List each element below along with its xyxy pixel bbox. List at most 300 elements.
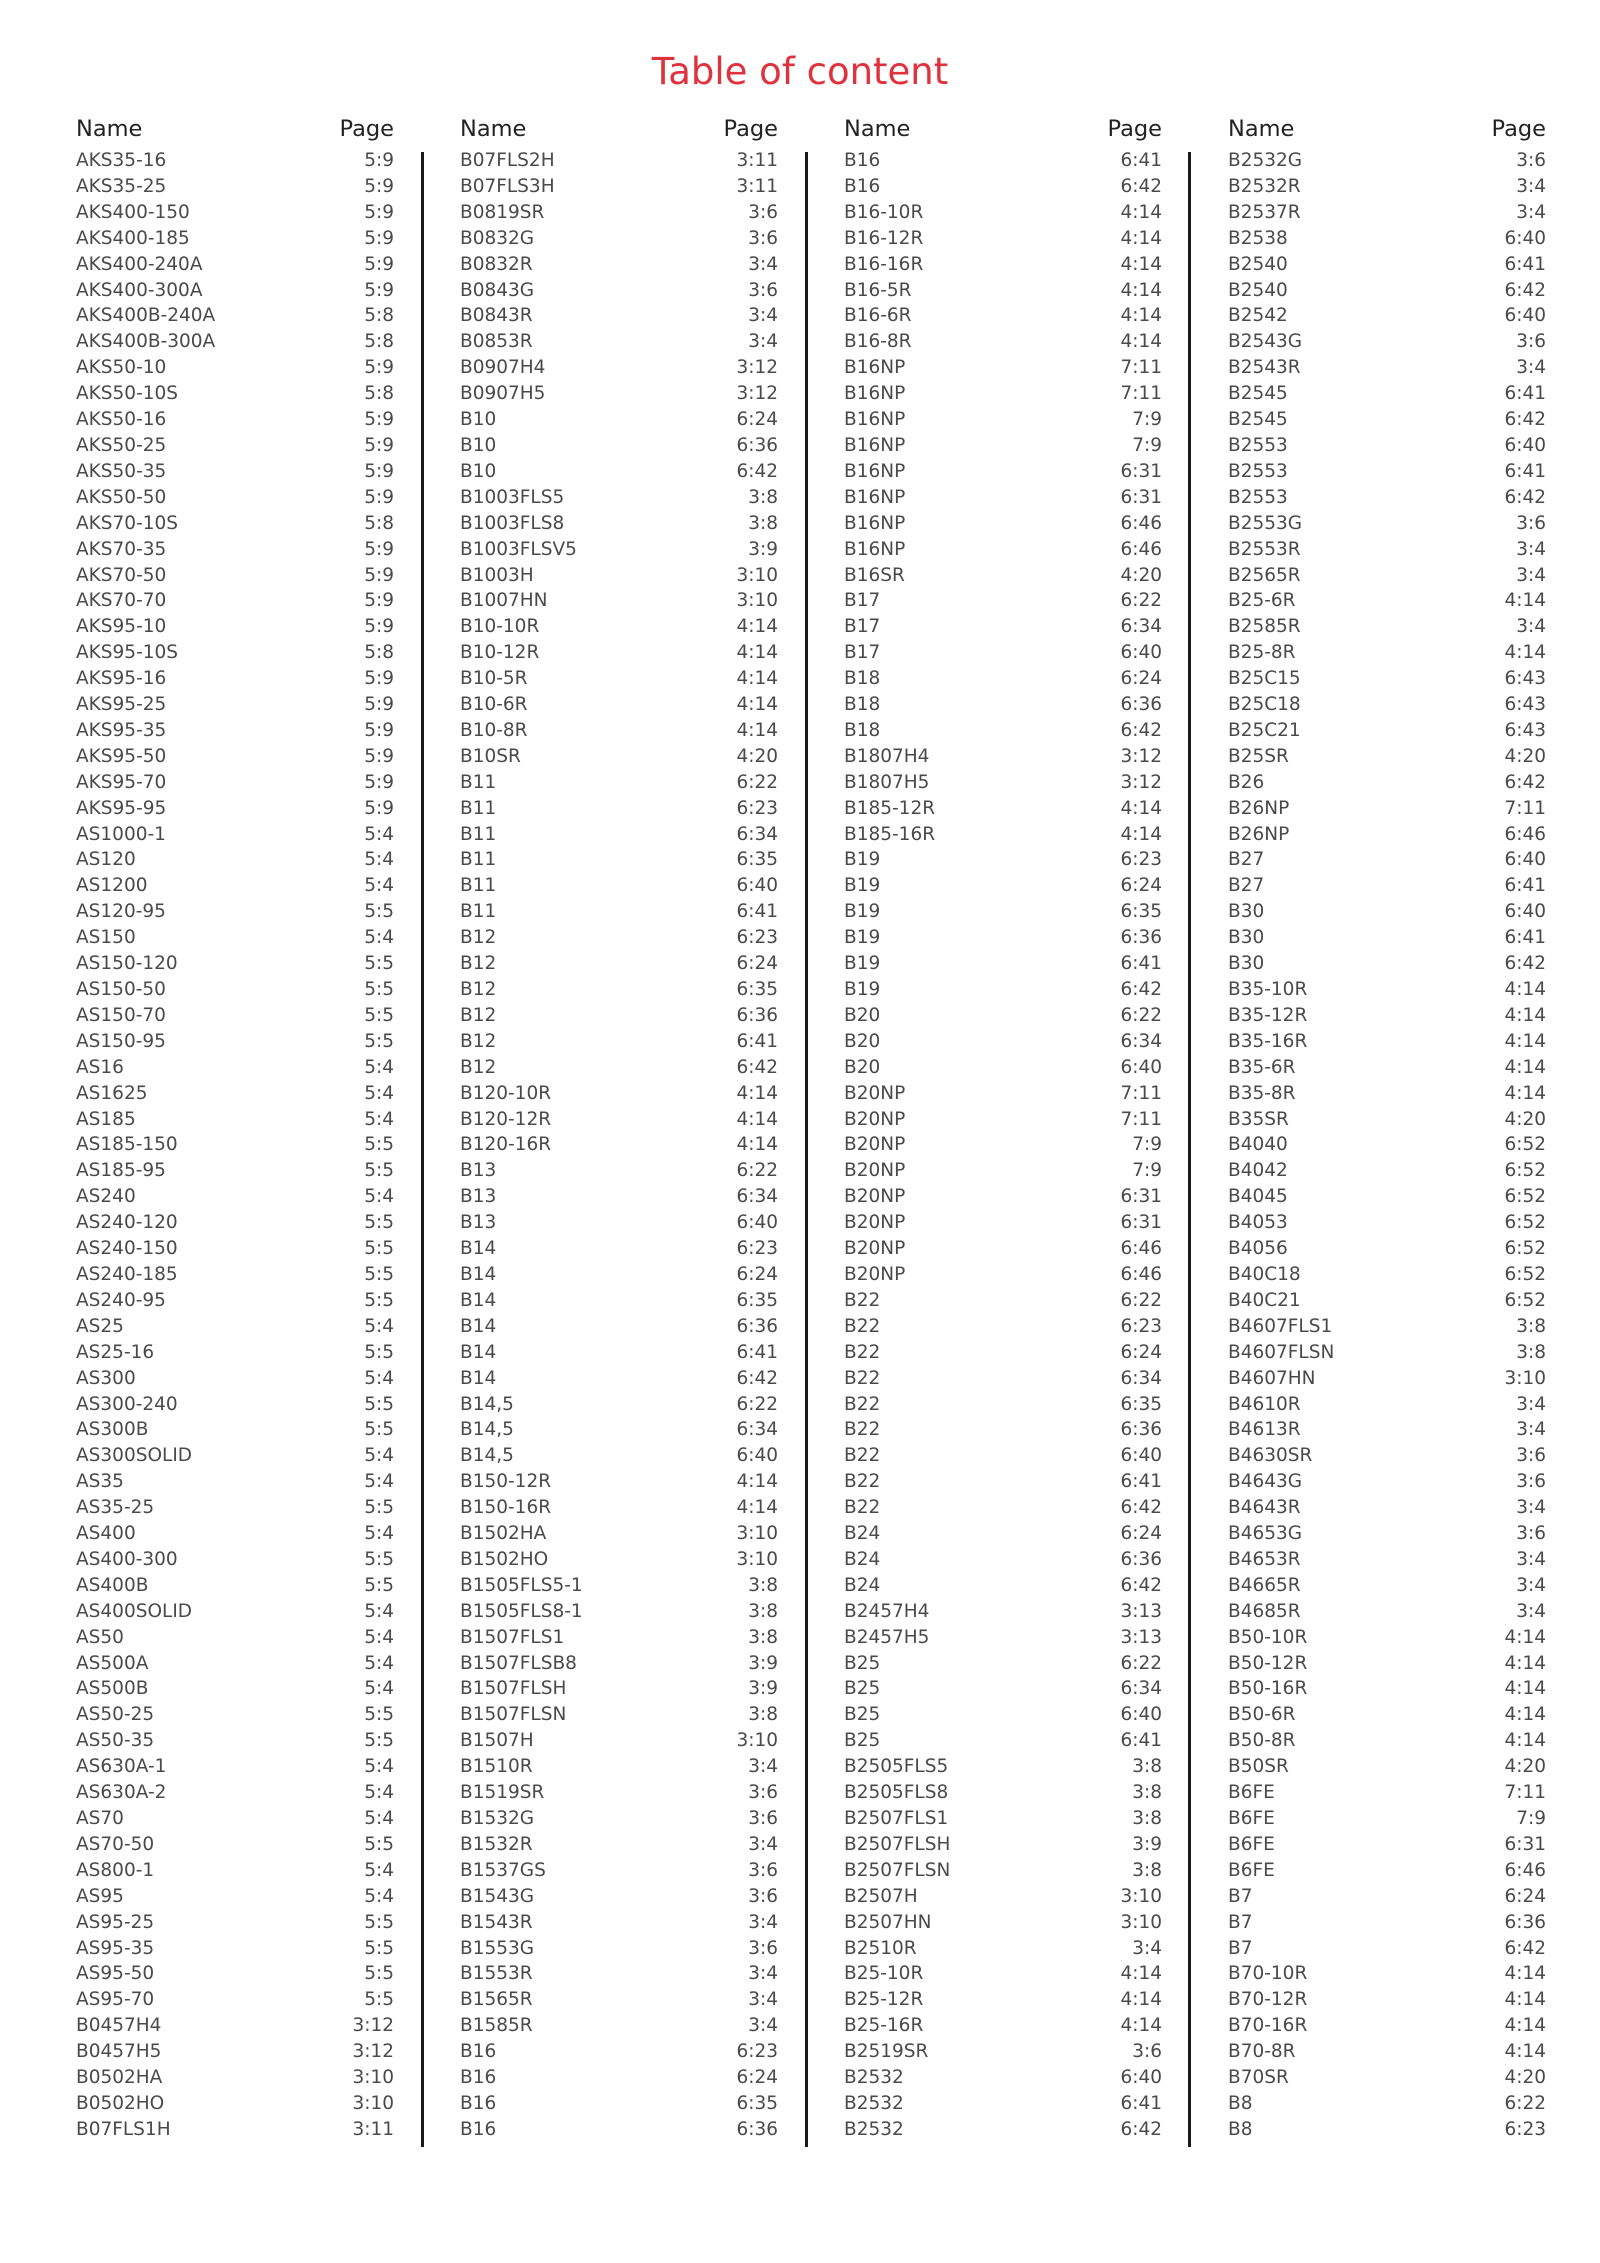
index-entry [844, 303, 1162, 329]
entry-name: B2457H4 [844, 1600, 930, 1622]
index-entry [844, 355, 1162, 381]
index-entry [844, 1366, 1162, 1392]
entry-page: 5:5 [364, 1574, 394, 1596]
index-entry [844, 2117, 1162, 2143]
index-entry [76, 1158, 394, 1184]
entry-page: 3:6 [1516, 512, 1546, 534]
index-entry [844, 1651, 1162, 1677]
index-entry [1228, 1184, 1546, 1210]
index-entry [460, 459, 778, 485]
entry-name: B4056 [1228, 1238, 1288, 1260]
entry-name: B2543G [1228, 331, 1303, 353]
entry-page: 7:9 [1132, 1134, 1162, 1156]
index-entry [76, 847, 394, 873]
index-entry [460, 1936, 778, 1962]
index-entry [844, 1599, 1162, 1625]
entry-page: 3:4 [1516, 564, 1546, 586]
index-entry [76, 925, 394, 951]
entry-name: B50-8R [1228, 1730, 1296, 1752]
column-header [76, 114, 394, 144]
entry-page: 5:4 [364, 1523, 394, 1545]
entry-page: 3:6 [748, 1937, 778, 1959]
entry-name: AS630A-1 [76, 1756, 167, 1778]
entry-name: B2505FLS8 [844, 1782, 949, 1804]
entry-page: 3:12 [1120, 745, 1162, 767]
entry-page: 4:14 [1120, 797, 1162, 819]
index-entry [844, 847, 1162, 873]
entry-page: 4:14 [736, 616, 778, 638]
entry-name: B22 [844, 1315, 881, 1337]
entry-page: 5:8 [364, 512, 394, 534]
index-entry [460, 1858, 778, 1884]
index-entry [76, 1961, 394, 1987]
index-entry [1228, 1858, 1546, 1884]
entry-name: B19 [844, 979, 881, 1000]
entry-page: 7:11 [1120, 1108, 1162, 1130]
entry-page: 3:4 [1516, 1497, 1546, 1519]
entry-name: B50-16R [1228, 1678, 1308, 1700]
entry-name: B16 [460, 2118, 497, 2140]
index-entry [460, 1184, 778, 1210]
index-entry [460, 1495, 778, 1521]
entry-name: B1543R [460, 1911, 533, 1933]
entry-name: B2532 [844, 2092, 904, 2114]
entry-page: 5:9 [364, 538, 394, 560]
entry-name: B0457H4 [76, 2015, 162, 2037]
entry-page: 6:34 [1120, 1030, 1162, 1052]
entry-name: AKS95-10 [76, 616, 167, 638]
entry-name: AS500B [76, 1678, 149, 1700]
index-entry [844, 614, 1162, 640]
index-entry [844, 1340, 1162, 1366]
index-entry [76, 2039, 394, 2065]
entry-name: AKS70-10S [76, 512, 179, 534]
entry-name: B24 [844, 1574, 881, 1596]
index-entry [1228, 1651, 1546, 1677]
index-entry [460, 1469, 778, 1495]
index-entry [460, 1573, 778, 1599]
entry-page: 3:8 [748, 1600, 778, 1622]
entry-name: B14 [460, 1367, 497, 1389]
entry-name: B20NP [844, 1082, 906, 1104]
entry-page: 7:11 [1120, 357, 1162, 379]
index-entry [1228, 200, 1546, 226]
entry-name: B10-12R [460, 642, 540, 664]
entry-name: B35-8R [1228, 1082, 1296, 1104]
entry-page: 7:9 [1132, 434, 1162, 456]
entry-name: AS240-150 [76, 1238, 178, 1260]
entry-name: AKS400B-300A [76, 331, 216, 353]
entry-name: AS95 [76, 1885, 124, 1907]
entry-page: 5:4 [364, 1082, 394, 1104]
index-entry [844, 200, 1162, 226]
index-entry [1228, 1573, 1546, 1599]
entry-name: B10 [460, 409, 497, 431]
entry-name: B17 [844, 616, 881, 638]
entry-name: AS240-95 [76, 1289, 166, 1311]
index-entry [844, 977, 1162, 1003]
entry-name: B6FE [1228, 1808, 1275, 1829]
entry-name: AS150-95 [76, 1030, 166, 1052]
entry-page: 4:14 [1504, 979, 1546, 1000]
entry-page: 5:9 [364, 279, 394, 301]
entry-name: B20NP [844, 1263, 906, 1285]
entry-page: 3:4 [748, 253, 778, 275]
entry-name: B40C21 [1228, 1289, 1301, 1311]
index-entry [460, 485, 778, 511]
index-entry [460, 614, 778, 640]
index-entry [1228, 1521, 1546, 1547]
entry-page: 4:20 [1504, 1756, 1546, 1778]
entry-name: B16 [844, 175, 881, 197]
entry-page: 5:4 [364, 1626, 394, 1648]
entry-name: AKS50-16 [76, 409, 167, 431]
index-entry [460, 1236, 778, 1262]
index-entry [460, 1132, 778, 1158]
entry-page: 3:11 [736, 150, 778, 171]
index-entry [1228, 511, 1546, 537]
index-entry [844, 2013, 1162, 2039]
entry-name: B22 [844, 1419, 881, 1441]
entry-page: 6:35 [736, 2092, 778, 2114]
entry-page: 6:42 [1120, 2118, 1162, 2140]
entry-name: B1510R [460, 1756, 533, 1778]
index-entry [76, 329, 394, 355]
entry-name: B22 [844, 1445, 881, 1467]
entry-page: 3:12 [352, 2015, 394, 2037]
entry-name: B50-6R [1228, 1704, 1296, 1726]
entry-name: B120-10R [460, 1082, 552, 1104]
index-entry [76, 200, 394, 226]
entry-page: 3:12 [736, 383, 778, 405]
entry-name: B185-16R [844, 823, 936, 845]
index-entry [1228, 1132, 1546, 1158]
entry-name: AKS50-50 [76, 486, 167, 508]
index-entry [844, 1987, 1162, 2013]
index-entry [844, 873, 1162, 899]
entry-page: 3:9 [1132, 1833, 1162, 1855]
entry-page: 6:24 [736, 1263, 778, 1285]
entry-name: AS630A-2 [76, 1782, 167, 1804]
entry-name: AS120 [76, 849, 136, 871]
entry-page: 6:23 [736, 2041, 778, 2063]
entry-name: B10-5R [460, 668, 528, 690]
entry-page: 3:6 [748, 279, 778, 301]
entry-name: B26 [1228, 771, 1265, 793]
entry-name: B22 [844, 1341, 881, 1363]
entry-name: B07FLS3H [460, 175, 555, 197]
entry-page: 4:20 [1120, 564, 1162, 586]
entry-page: 3:8 [1132, 1808, 1162, 1829]
entry-page: 5:9 [364, 409, 394, 431]
entry-name: B1502HO [460, 1548, 549, 1570]
index-entry [1228, 744, 1546, 770]
entry-name: B25 [844, 1704, 881, 1726]
index-entry [460, 1832, 778, 1858]
index-entry [844, 2065, 1162, 2091]
entry-page: 3:8 [1516, 1315, 1546, 1337]
index-entry [76, 1910, 394, 1936]
entry-name: AS95-35 [76, 1937, 155, 1959]
entry-name: AKS95-16 [76, 668, 167, 690]
entry-name: B2507FLSH [844, 1833, 951, 1855]
index-entry [844, 485, 1162, 511]
index-entry [1228, 822, 1546, 848]
index-entry [1228, 226, 1546, 252]
entry-name: B10-10R [460, 616, 540, 638]
index-entry [76, 1547, 394, 1573]
index-entry [460, 1210, 778, 1236]
index-column-4 [1228, 114, 1546, 2143]
entry-page: 4:14 [1120, 305, 1162, 327]
index-entry [76, 1236, 394, 1262]
entry-page: 6:23 [1120, 1315, 1162, 1337]
entry-page: 5:9 [364, 175, 394, 197]
entry-page: 7:11 [1504, 1782, 1546, 1804]
entry-name: B2553G [1228, 512, 1303, 534]
index-entry [460, 1987, 778, 2013]
entry-name: B1507FLSB8 [460, 1652, 577, 1674]
entry-name: B7 [1228, 1911, 1253, 1933]
index-entry [844, 796, 1162, 822]
entry-page: 3:6 [748, 1885, 778, 1907]
entry-page: 6:35 [736, 979, 778, 1000]
entry-page: 5:5 [364, 1212, 394, 1234]
index-entry [76, 744, 394, 770]
entry-name: AS35-25 [76, 1497, 155, 1519]
entry-name: B4685R [1228, 1600, 1301, 1622]
entry-page: 6:42 [736, 1367, 778, 1389]
entry-page: 4:14 [1504, 2041, 1546, 2063]
entry-name: B1532G [460, 1808, 535, 1829]
index-entry [460, 278, 778, 304]
entry-name: B24 [844, 1548, 881, 1570]
index-entry [76, 1625, 394, 1651]
entry-page: 4:20 [1504, 745, 1546, 767]
entry-name: B7 [1228, 1885, 1253, 1907]
entry-name: B4630SR [1228, 1445, 1313, 1467]
page-header: Page [339, 116, 394, 142]
entry-name: B14,5 [460, 1445, 514, 1467]
entry-name: AKS95-25 [76, 694, 167, 716]
index-entry [1228, 1314, 1546, 1340]
entry-name: B2532 [844, 2067, 904, 2089]
entry-name: AKS50-10 [76, 357, 167, 379]
entry-name: AS185-150 [76, 1134, 178, 1156]
entry-name: AS70-50 [76, 1833, 155, 1855]
entry-list [844, 148, 1162, 2143]
index-entry [844, 1029, 1162, 1055]
index-entry [844, 640, 1162, 666]
index-entry [844, 1469, 1162, 1495]
entry-page: 6:42 [1504, 1937, 1546, 1959]
entry-page: 7:11 [1120, 1082, 1162, 1104]
entry-name: B25-10R [844, 1963, 924, 1985]
index-entry [460, 1262, 778, 1288]
entry-name: AKS70-35 [76, 538, 167, 560]
entry-page: 3:6 [748, 1782, 778, 1804]
index-entry [76, 1599, 394, 1625]
index-entry [460, 873, 778, 899]
index-entry [1228, 1262, 1546, 1288]
entry-page: 3:13 [1120, 1626, 1162, 1648]
index-entry [1228, 563, 1546, 589]
entry-name: B16NP [844, 512, 906, 534]
entry-page: 4:14 [1120, 823, 1162, 845]
index-entry [844, 744, 1162, 770]
entry-page: 6:36 [1120, 694, 1162, 716]
index-entry [76, 1029, 394, 1055]
index-entry [844, 1443, 1162, 1469]
entry-page: 6:36 [1120, 1548, 1162, 1570]
index-entry [460, 640, 778, 666]
entry-name: B20NP [844, 1134, 906, 1156]
entry-page: 6:42 [1504, 409, 1546, 431]
index-entry [76, 1651, 394, 1677]
index-entry [76, 1055, 394, 1081]
entry-name: AS25-16 [76, 1341, 155, 1363]
entry-name: B150-16R [460, 1497, 552, 1519]
entry-page: 5:4 [364, 1678, 394, 1700]
entry-name: B20NP [844, 1212, 906, 1234]
entry-page: 3:4 [1516, 1600, 1546, 1622]
entry-page: 3:10 [1120, 1885, 1162, 1907]
index-entry [76, 1417, 394, 1443]
entry-page: 5:4 [364, 1445, 394, 1467]
entry-page: 3:12 [352, 2041, 394, 2063]
entry-page: 3:8 [1132, 1859, 1162, 1881]
index-entry [460, 433, 778, 459]
entry-page: 7:11 [1120, 383, 1162, 405]
entry-page: 3:6 [748, 1808, 778, 1829]
entry-page: 5:9 [364, 201, 394, 223]
entry-name: B150-12R [460, 1471, 552, 1493]
entry-page: 3:6 [1516, 1523, 1546, 1545]
entry-name: B2553 [1228, 486, 1288, 508]
entry-name: B2543R [1228, 357, 1301, 379]
index-entry [460, 2013, 778, 2039]
entry-name: AS150 [76, 927, 136, 949]
entry-name: B1507FLSH [460, 1678, 567, 1700]
entry-name: B19 [844, 901, 881, 923]
index-entry [844, 174, 1162, 200]
entry-name: B70SR [1228, 2067, 1289, 2089]
entry-page: 3:4 [1516, 357, 1546, 379]
entry-name: AKS50-25 [76, 434, 167, 456]
entry-page: 6:24 [1120, 1523, 1162, 1545]
index-entry [844, 2039, 1162, 2065]
index-entry [1228, 899, 1546, 925]
index-entry [460, 174, 778, 200]
index-entry [844, 1262, 1162, 1288]
entry-name: B14,5 [460, 1393, 514, 1415]
entry-page: 4:14 [736, 1134, 778, 1156]
index-entry [76, 563, 394, 589]
entry-name: B0832R [460, 253, 533, 275]
entry-page: 5:4 [364, 1056, 394, 1078]
entry-page: 6:42 [1504, 771, 1546, 793]
entry-name: B14 [460, 1263, 497, 1285]
entry-name: AS16 [76, 1056, 124, 1078]
entry-page: 4:14 [736, 642, 778, 664]
entry-page: 6:24 [736, 409, 778, 431]
entry-name: B14 [460, 1341, 497, 1363]
entry-page: 3:4 [748, 305, 778, 327]
entry-page: 6:23 [736, 797, 778, 819]
entry-page: 5:5 [364, 1704, 394, 1726]
entry-page: 6:52 [1504, 1263, 1546, 1285]
index-entry [844, 381, 1162, 407]
entry-name: B4643R [1228, 1497, 1301, 1519]
entry-page: 6:40 [1504, 901, 1546, 923]
entry-name: B16-12R [844, 227, 924, 249]
entry-page: 3:8 [748, 1626, 778, 1648]
index-entry [76, 148, 394, 174]
entry-page: 6:22 [1120, 1004, 1162, 1026]
index-entry [1228, 2065, 1546, 2091]
entry-name: B26NP [1228, 797, 1290, 819]
entry-name: B12 [460, 979, 497, 1000]
index-entry [844, 1806, 1162, 1832]
entry-page: 5:8 [364, 305, 394, 327]
entry-page: 5:4 [364, 875, 394, 897]
entry-page: 3:6 [1516, 1471, 1546, 1493]
entry-page: 5:4 [364, 1808, 394, 1829]
entry-name: AKS95-35 [76, 719, 167, 741]
entry-page: 4:14 [736, 694, 778, 716]
entry-page: 6:41 [1120, 2092, 1162, 2114]
entry-name: B25 [844, 1652, 881, 1674]
entry-name: B7 [1228, 1937, 1253, 1959]
entry-page: 6:40 [736, 1445, 778, 1467]
index-entry [460, 1728, 778, 1754]
entry-name: B25-16R [844, 2015, 924, 2037]
index-entry [1228, 951, 1546, 977]
entry-page: 4:14 [1504, 642, 1546, 664]
index-entry [1228, 1107, 1546, 1133]
index-entry [844, 1055, 1162, 1081]
entry-name: AS1200 [76, 875, 148, 897]
index-entry [460, 1314, 778, 1340]
index-entry [76, 1340, 394, 1366]
index-entry [844, 1858, 1162, 1884]
entry-page: 5:8 [364, 642, 394, 664]
entry-page: 6:40 [1504, 849, 1546, 871]
entry-name: B16NP [844, 434, 906, 456]
index-entry [844, 1676, 1162, 1702]
entry-page: 3:10 [352, 2092, 394, 2114]
index-entry [76, 1210, 394, 1236]
entry-name: B4653R [1228, 1548, 1301, 1570]
index-entry [460, 148, 778, 174]
entry-page: 4:14 [1504, 2015, 1546, 2037]
index-entry [844, 899, 1162, 925]
index-entry [1228, 381, 1546, 407]
entry-name: B16NP [844, 486, 906, 508]
entry-page: 5:9 [364, 745, 394, 767]
entry-name: B18 [844, 719, 881, 741]
index-entry [1228, 433, 1546, 459]
index-entry [844, 1625, 1162, 1651]
index-entry [76, 459, 394, 485]
index-entry [1228, 1884, 1546, 1910]
index-entry [844, 1884, 1162, 1910]
entry-page: 4:14 [1504, 1626, 1546, 1648]
entry-page: 6:31 [1120, 1212, 1162, 1234]
entry-name: B27 [1228, 849, 1265, 871]
entry-name: B50-12R [1228, 1652, 1308, 1674]
column-header [460, 114, 778, 144]
